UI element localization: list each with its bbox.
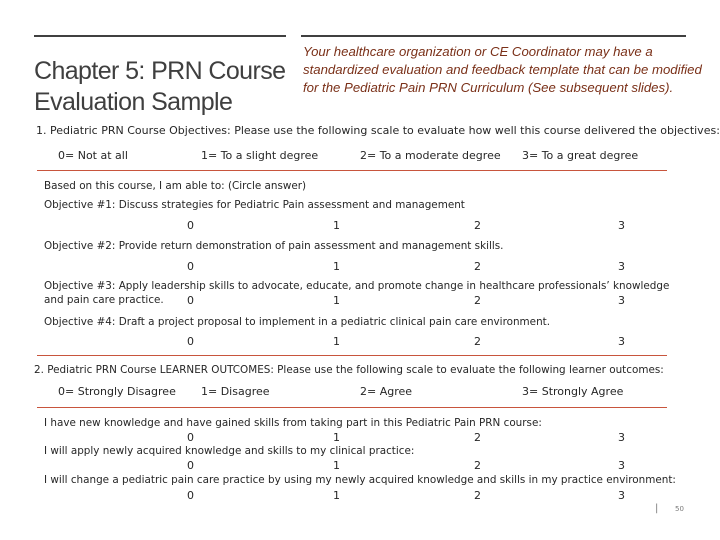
section2-heading: 2. Pediatric PRN Course LEARNER OUTCOMES: Please use the following scale to evaluate the following learner outcomes: [34,364,664,376]
objective-1-rating-3[interactable]: 3 [618,219,625,232]
intro-top-rule [301,35,686,37]
objective-3-continuation: and pain care practice. [44,294,164,306]
outcome-1-rating-2[interactable]: 2 [474,431,481,444]
objective-2-rating-0[interactable]: 0 [187,260,194,273]
section1-scale-2: 2= To a moderate degree [360,149,501,162]
outcome-2-rating-3[interactable]: 3 [618,459,625,472]
section1-scale-3: 3= To a great degree [522,149,639,162]
objective-3-rating-3[interactable]: 3 [618,294,625,307]
section2-scale-3: 3= Strongly Agree [522,385,624,398]
section2-scale-1: 1= Disagree [201,385,270,398]
outcome-1-rating-0[interactable]: 0 [187,431,194,444]
objective-2-rating-3[interactable]: 3 [618,260,625,273]
objective-4-rating-0[interactable]: 0 [187,335,194,348]
outcome-2: I will apply newly acquired knowledge and skills to my clinical practice: [44,445,415,457]
objective-4: Objective #4: Draft a project proposal to implement in a pediatric clinical pain care environment. [44,316,551,328]
page-number: 50 [675,505,684,513]
outcome-3: I will change a pediatric pain care practice by using my newly acquired knowledge and skills in my practice environment: [44,474,676,486]
objective-4-rating-2[interactable]: 2 [474,335,481,348]
objective-4-rating-1[interactable]: 1 [333,335,340,348]
objective-3-rating-0[interactable]: 0 [187,294,194,307]
section1-scale-0: 0= Not at all [58,149,128,162]
footer-separator: | [655,503,659,514]
section1-scale-1: 1= To a slight degree [201,149,319,162]
outcome-1-rating-1[interactable]: 1 [333,431,340,444]
objective-1-rating-1[interactable]: 1 [333,219,340,232]
outcome-3-rating-1[interactable]: 1 [333,489,340,502]
section1-prompt: Based on this course, I am able to: (Circle answer) [44,180,307,192]
outcome-2-rating-0[interactable]: 0 [187,459,194,472]
outcome-3-rating-2[interactable]: 2 [474,489,481,502]
objective-3-rating-1[interactable]: 1 [333,294,340,307]
section1-divider [37,170,667,171]
outcome-1-rating-3[interactable]: 3 [618,431,625,444]
title-top-rule [34,35,286,37]
objective-2: Objective #2: Provide return demonstration of pain assessment and management skills. [44,240,504,252]
objective-2-rating-2[interactable]: 2 [474,260,481,273]
objective-1-rating-2[interactable]: 2 [474,219,481,232]
section2-scale-0: 0= Strongly Disagree [58,385,176,398]
objective-3: Objective #3: Apply leadership skills to advocate, educate, and promote change in healthcare professionals’ knowledge [44,280,670,292]
outcome-2-rating-2[interactable]: 2 [474,459,481,472]
title-line-1: Chapter 5: PRN Course [34,57,286,85]
objective-2-rating-1[interactable]: 1 [333,260,340,273]
outcome-2-rating-1[interactable]: 1 [333,459,340,472]
objective-3-rating-2[interactable]: 2 [474,294,481,307]
section1-bottom-divider [37,355,667,356]
outcome-1: I have new knowledge and have gained skills from taking part in this Pediatric Pain PRN course: [44,417,542,429]
section2-scale-2: 2= Agree [360,385,413,398]
intro-text: Your healthcare organization or CE Coordinator may have a standardized evaluation and feedback template that can be modified for the Pediatric Pain PRN Curriculum (See subsequent slides). [303,44,702,95]
outcome-3-rating-0[interactable]: 0 [187,489,194,502]
section1-heading: 1. Pediatric PRN Course Objectives: Please use the following scale to evaluate how well this course delivered the objectives: [36,124,720,137]
objective-4-rating-3[interactable]: 3 [618,335,625,348]
outcome-3-rating-3[interactable]: 3 [618,489,625,502]
objective-1: Objective #1: Discuss strategies for Pediatric Pain assessment and management [44,199,465,211]
section2-divider [37,407,667,408]
objective-1-rating-0[interactable]: 0 [187,219,194,232]
page-title [34,56,285,118]
title-line-2: Evaluation Sample [34,88,233,116]
